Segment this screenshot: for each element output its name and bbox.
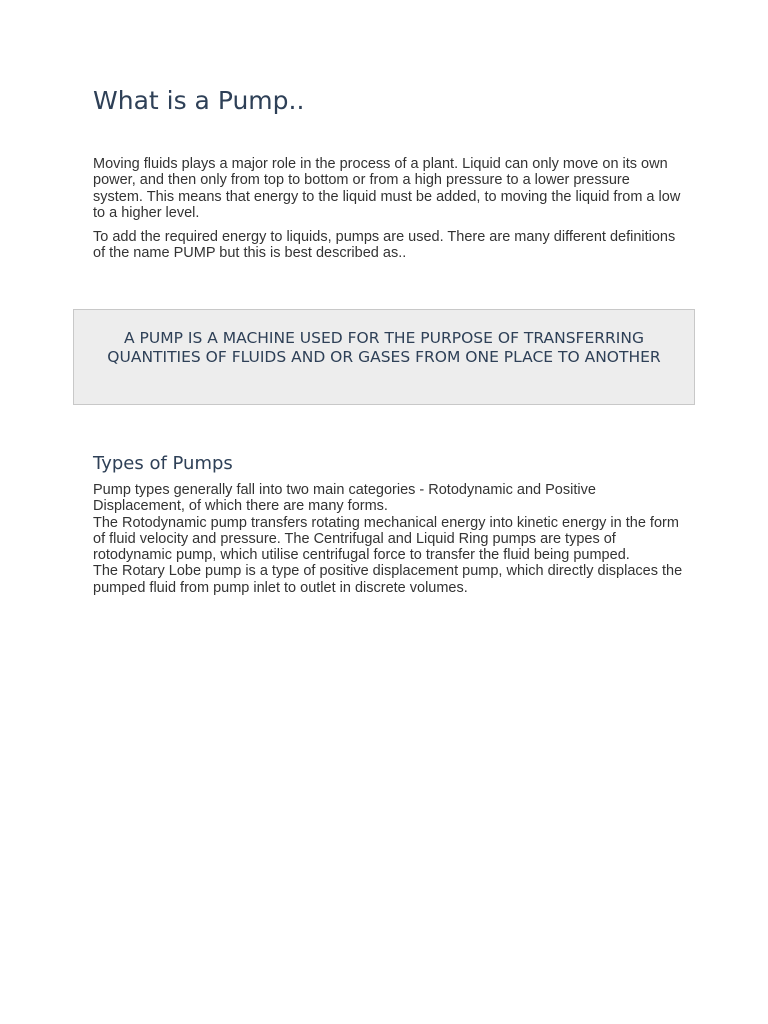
section-heading: Types of Pumps xyxy=(93,453,233,474)
section-line-1: Pump types generally fall into two main categories - Rotodynamic and Positive Displacement, of which there are many forms. xyxy=(93,482,596,515)
page-title: What is a Pump.. xyxy=(93,86,305,115)
intro-paragraph-1: Moving fluids plays a major role in the process of a plant. Liquid can only move on its own power, and then only from top to bottom or from a high pressure to a lower pressure system. This means that energy to the liquid must be added, to moving the liquid from a low to a higher level. xyxy=(93,156,681,221)
section-body xyxy=(93,482,683,596)
section-line-3: The Rotary Lobe pump is a type of positive displacement pump, which directly displaces the pumped fluid from pump inlet to outlet in discrete volumes. xyxy=(93,563,683,596)
callout-text: A PUMP IS A MACHINE USED FOR THE PURPOSE OF TRANSFERRING QUANTITIES OF FLUIDS AND OR GASES FROM ONE PLACE TO ANOTHER xyxy=(107,329,661,366)
definition-callout xyxy=(73,309,695,405)
intro-paragraph-2: To add the required energy to liquids, pumps are used. There are many different definitions of the name PUMP but this is best described as.. xyxy=(93,229,676,262)
section-line-2: The Rotodynamic pump transfers rotating mechanical energy into kinetic energy in the form of fluid velocity and pressure. The Centrifugal and Liquid Ring pumps are types of rotodynamic pump, which utilise centrifugal force to transfer the fluid being pumped. xyxy=(93,514,679,564)
